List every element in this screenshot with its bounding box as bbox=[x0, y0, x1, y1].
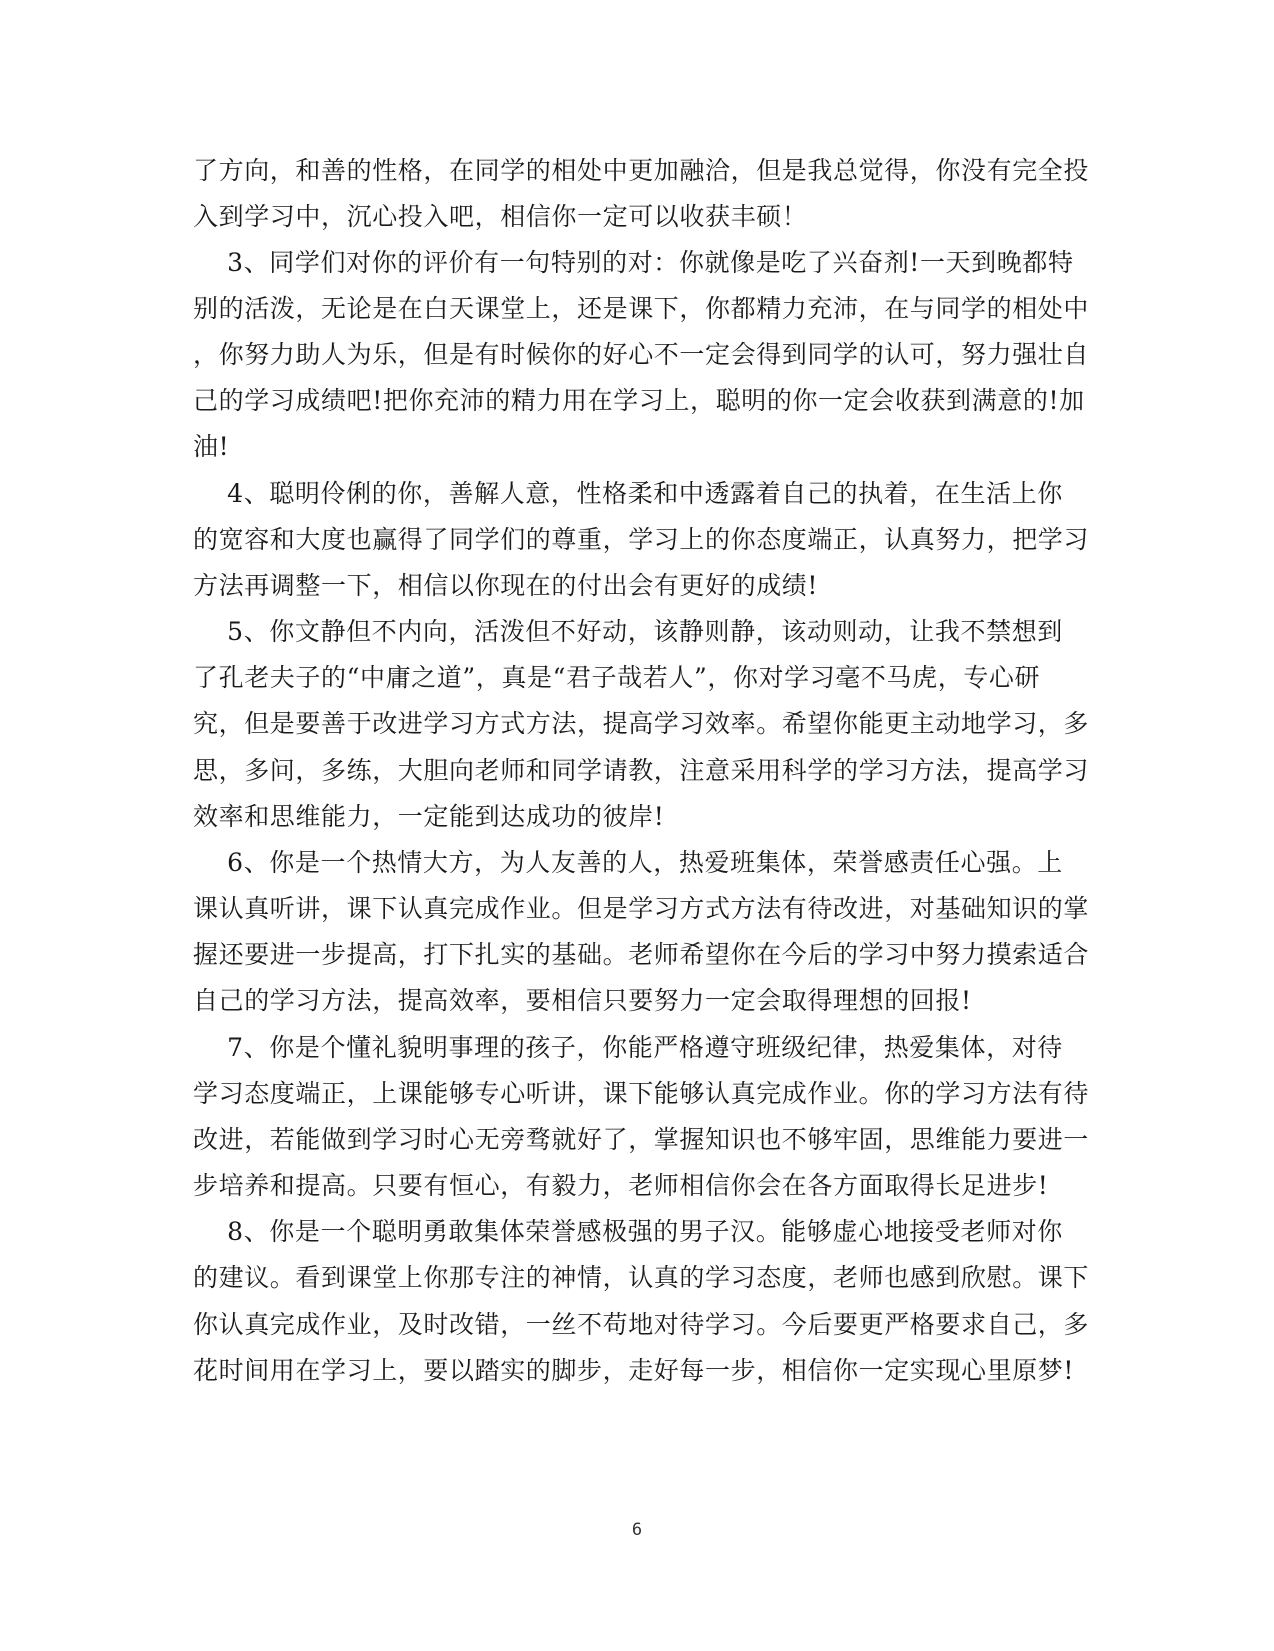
text-line: 5、你文静但不内向，活泼但不好动，该静则静，该动则动，让我不禁想到 bbox=[193, 617, 1063, 646]
text-line: 别的活泼，无论是在白天课堂上，还是课下，你都精力充沛，在与同学的相处中 bbox=[193, 294, 1090, 323]
text-line: 的建议。看到课堂上你那专注的神情，认真的学习态度，老师也感到欣慰。课下 bbox=[193, 1263, 1090, 1292]
text-line: 方法再调整一下，相信以你现在的付出会有更好的成绩! bbox=[193, 571, 819, 600]
text-line: 自己的学习方法，提高效率，要相信只要努力一定会取得理想的回报! bbox=[193, 986, 972, 1015]
text-line: 改进，若能做到学习时心无旁骛就好了，掌握知识也不够牢固，思维能力要进一 bbox=[193, 1125, 1090, 1154]
text-line: 学习态度端正，上课能够专心听讲，课下能够认真完成作业。你的学习方法有待 bbox=[193, 1079, 1090, 1108]
text-line: 6、你是一个热情大方，为人友善的人，热爱班集体，荣誉感责任心强。上 bbox=[193, 848, 1063, 877]
text-line: 花时间用在学习上，要以踏实的脚步，走好每一步，相信你一定实现心里原梦! bbox=[193, 1356, 1075, 1385]
text-line: 的宽容和大度也赢得了同学们的尊重，学习上的你态度端正，认真努力，把学习 bbox=[193, 525, 1090, 554]
text-line: 了方向，和善的性格，在同学的相处中更加融洽，但是我总觉得，你没有完全投 bbox=[193, 156, 1090, 185]
text-line: 4、聪明伶俐的你，善解人意，性格柔和中透露着自己的执着，在生活上你 bbox=[193, 479, 1063, 508]
text-line: 了孔老夫子的“中庸之道”，真是“君子哉若人”，你对学习毫不马虎，专心研 bbox=[193, 663, 1041, 692]
text-line: 握还要进一步提高，打下扎实的基础。老师希望你在今后的学习中努力摸索适合 bbox=[193, 940, 1090, 969]
text-line: 效率和思维能力，一定能到达成功的彼岸! bbox=[193, 802, 665, 831]
text-line: 思，多问，多练，大胆向老师和同学请教，注意采用科学的学习方法，提高学习 bbox=[193, 756, 1090, 785]
text-line: 课认真听讲，课下认真完成作业。但是学习方式方法有待改进，对基础知识的掌 bbox=[193, 894, 1090, 923]
text-line: 步培养和提高。只要有恒心，有毅力，老师相信你会在各方面取得长足进步! bbox=[193, 1171, 1049, 1200]
page-number: 6 bbox=[631, 1520, 643, 1540]
text-line: 8、你是一个聪明勇敢集体荣誉感极强的男子汉。能够虚心地接受老师对你 bbox=[193, 1217, 1063, 1246]
text-line: 究，但是要善于改进学习方式方法，提高学习效率。希望你能更主动地学习，多 bbox=[193, 709, 1090, 738]
text-line: ，你努力助人为乐，但是有时候你的好心不一定会得到同学的认可，努力强壮自 bbox=[193, 340, 1090, 369]
text-line: 入到学习中，沉心投入吧，相信你一定可以收获丰硕！ bbox=[193, 202, 808, 231]
text-line: 3、同学们对你的评价有一句特别的对：你就像是吃了兴奋剂!一天到晚都特 bbox=[193, 248, 1074, 277]
text-line: 7、你是个懂礼貌明事理的孩子，你能严格遵守班级纪律，热爱集体，对待 bbox=[193, 1033, 1063, 1062]
text-line: 己的学习成绩吧!把你充沛的精力用在学习上，聪明的你一定会收获到满意的!加 bbox=[193, 386, 1085, 415]
text-line: 你认真完成作业，及时改错，一丝不苟地对待学习。今后要更严格要求自己，多 bbox=[193, 1310, 1090, 1339]
text-line: 油! bbox=[193, 432, 230, 461]
